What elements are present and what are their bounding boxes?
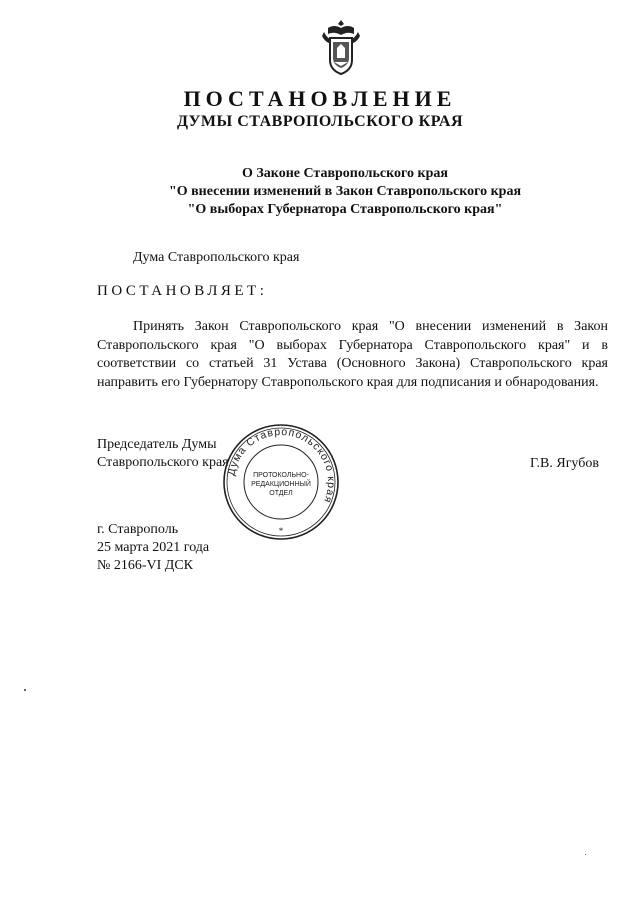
stamp-inner-line-1: ПРОТОКОЛЬНО- xyxy=(253,472,309,479)
signature-position-line-1: Председатель Думы xyxy=(97,437,217,452)
signatory-name: Г.В. Ягубов xyxy=(530,456,599,471)
scan-speck xyxy=(24,689,26,691)
document-title: ПОСТАНОВЛЕНИЕ xyxy=(183,86,457,111)
law-title-line-3: "О выборах Губернатора Ставропольского края" xyxy=(187,202,503,217)
law-title xyxy=(0,165,640,219)
stamp-outer-text: Дума Ставропольского края xyxy=(225,425,338,506)
resolution-body: Принять Закон Ставропольского края "О внесении изменений в Закон Ставропольского края "О выборах Губернатора Ставропольского края" и в соответствии со статьей 31 Устава (Основного Закона) Ставропольского края направить его Губернатору Ставропольского края для подписания и обнародования. xyxy=(97,319,608,390)
law-title-line-2: "О внесении изменений в Закон Ставропольского края xyxy=(168,184,522,199)
coat-of-arms-emblem xyxy=(320,18,362,76)
resolves-heading: ПОСТАНОВЛЯЕТ: xyxy=(97,283,268,299)
footer-city: г. Ставрополь xyxy=(97,522,179,537)
law-title-line-1: О Законе Ставропольского края xyxy=(242,166,448,181)
document-subtitle: ДУМЫ СТАВРОПОЛЬСКОГО КРАЯ xyxy=(176,113,464,130)
issuing-body: Дума Ставропольского края xyxy=(133,250,300,265)
signature-position xyxy=(97,436,229,472)
footer-date: 25 марта 2021 года xyxy=(97,540,210,555)
footer-number: № 2166-VI ДСК xyxy=(97,558,194,573)
official-stamp xyxy=(222,423,340,541)
document-footer xyxy=(97,521,209,575)
scan-speck xyxy=(585,854,586,855)
stamp-inner-line-3: ОТДЕЛ xyxy=(269,490,293,497)
stamp-star-icon: * xyxy=(278,526,284,536)
signature-position-line-2: Ставропольского края xyxy=(97,455,229,470)
stamp-inner-line-2: РЕДАКЦИОННЫЙ xyxy=(251,481,311,488)
